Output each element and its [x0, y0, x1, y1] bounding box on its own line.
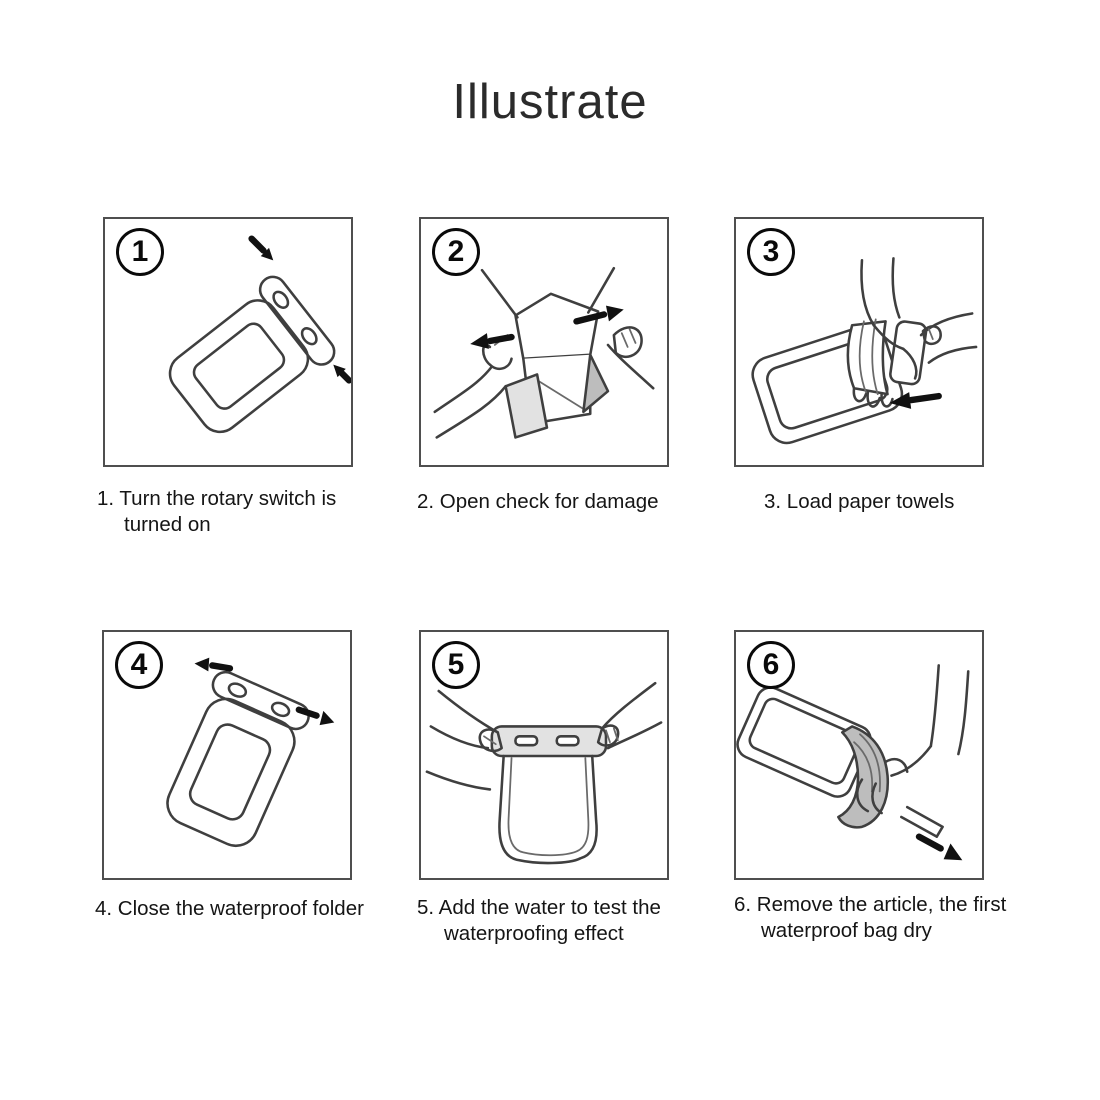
caption-line: 2. Open check for damage: [417, 490, 659, 513]
step-1-caption: [97, 486, 427, 537]
caption-line: 5. Add the water to test the: [417, 896, 661, 919]
step-number-badge: 6: [747, 641, 795, 689]
step-panel-1: [103, 217, 353, 467]
step-panel-4: [102, 630, 352, 880]
caption-line: waterproof bag dry: [761, 918, 932, 942]
caption-line: 6. Remove the article, the first: [734, 893, 1007, 916]
step-number-badge: 5: [432, 641, 480, 689]
step-4-caption: [95, 896, 425, 922]
step-2-caption: [417, 489, 747, 515]
step-panel-3: [734, 217, 984, 467]
step-number-badge: 2: [432, 228, 480, 276]
step-number-badge: 4: [115, 641, 163, 689]
step-3-caption: [764, 489, 1094, 515]
step-6-caption: [734, 892, 1064, 943]
step-number-badge: 3: [747, 228, 795, 276]
caption-line: 3. Load paper towels: [764, 490, 955, 513]
caption-line: 4. Close the waterproof folder: [95, 897, 364, 920]
caption-line: turned on: [124, 512, 211, 536]
step-number-badge: 1: [116, 228, 164, 276]
caption-line: waterproofing effect: [444, 921, 624, 945]
caption-line: 1. Turn the rotary switch is: [97, 487, 337, 510]
page-title: Illustrate: [452, 75, 648, 129]
step-5-caption: [417, 895, 747, 946]
step-panel-5: [419, 630, 669, 880]
step-panel-6: [734, 630, 984, 880]
step-panel-2: [419, 217, 669, 467]
